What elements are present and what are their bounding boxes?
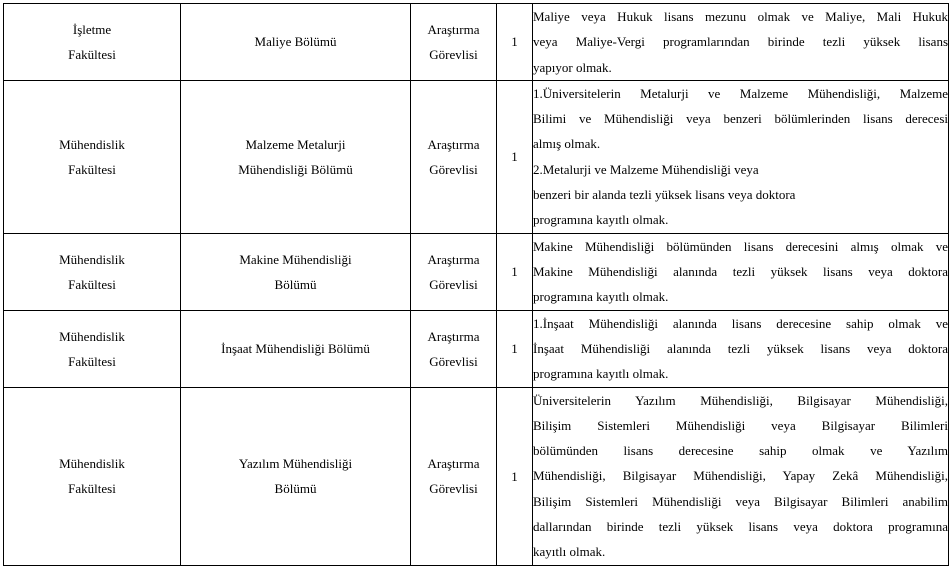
faculty-line: Fakültesi	[68, 46, 116, 62]
requirement-line: 2.Metalurji ve Malzeme Mühendisliği veya	[533, 161, 759, 177]
department-line: Bölümü	[274, 276, 317, 292]
table-row	[4, 233, 949, 310]
faculty-line: Mühendislik	[59, 456, 125, 472]
requirement-line: dallarından birinde tezli yüksek lisans veya doktora programına	[533, 519, 948, 535]
faculty-line: Fakültesi	[68, 353, 116, 369]
requirement-line: Bilimi ve Mühendisliği veya benzeri bölümlerinden lisans derecesi	[533, 111, 948, 127]
requirement-line: İnşaat Mühendisliği alanında tezli yüksek lisans veya doktora	[533, 340, 948, 356]
requirement-line: 1.Üniversitelerin Metalurji ve Malzeme Mühendisliği, Malzeme	[533, 85, 948, 101]
requirement-line: veya Maliye-Vergi programlarından birinde tezli yüksek lisans	[533, 34, 948, 50]
position-cell	[411, 80, 497, 233]
requirement-line: Makine Mühendisliği alanında tezli yüksek lisans veya doktora	[533, 264, 948, 280]
position-line: Araştırma	[427, 456, 480, 472]
faculty-line: Mühendislik	[59, 136, 125, 152]
department-cell	[181, 80, 411, 233]
position-line: Görevlisi	[429, 161, 478, 177]
requirement-line: kayıtlı olmak.	[533, 544, 606, 560]
requirement-line: Üniversitelerin Yazılım Mühendisliği, Bilgisayar Mühendisliği,	[533, 392, 948, 408]
table-row	[4, 310, 949, 387]
position-cell	[411, 4, 497, 81]
count-cell: 1	[497, 310, 533, 387]
faculty-cell	[4, 233, 181, 310]
position-line: Görevlisi	[429, 353, 478, 369]
requirements-cell	[533, 80, 949, 233]
department-cell	[181, 233, 411, 310]
faculty-cell	[4, 387, 181, 565]
position-line: Görevlisi	[429, 46, 478, 62]
faculty-line: Mühendislik	[59, 251, 125, 267]
department-cell	[181, 387, 411, 565]
department-line: Mühendisliği Bölümü	[238, 161, 353, 177]
faculty-line: Mühendislik	[59, 328, 125, 344]
faculty-cell	[4, 310, 181, 387]
department-line: İnşaat Mühendisliği Bölümü	[221, 341, 370, 357]
requirements-cell	[533, 233, 949, 310]
position-line: Görevlisi	[429, 276, 478, 292]
faculty-line: Fakültesi	[68, 481, 116, 497]
department-line: Maliye Bölümü	[254, 34, 337, 50]
department-line: Malzeme Metalurji	[245, 136, 346, 152]
count-cell: 1	[497, 80, 533, 233]
requirements-cell	[533, 387, 949, 565]
table-row	[4, 4, 949, 81]
faculty-cell	[4, 80, 181, 233]
requirement-line: Maliye veya Hukuk lisans mezunu olmak ve Maliye, Mali Hukuk	[533, 9, 948, 24]
requirement-line: programına kayıtlı olmak.	[533, 212, 669, 228]
faculty-line: İşletme	[72, 21, 112, 37]
position-line: Araştırma	[427, 251, 480, 267]
requirement-line: yapıyor olmak.	[533, 59, 612, 75]
requirement-line: almış olmak.	[533, 136, 601, 152]
position-cell	[411, 387, 497, 565]
requirement-line: bölümünden lisans derecesine sahip olmak ve Yazılım	[533, 443, 948, 459]
requirement-line: Bilişim Sistemleri Mühendisliği veya Bilgisayar Bilimleri	[533, 417, 948, 433]
positions-table	[3, 3, 949, 566]
requirements-cell	[533, 310, 949, 387]
requirement-line: Mühendisliği, Bilgisayar Mühendisliği, Yapay Zekâ Mühendisliği,	[533, 468, 948, 484]
requirement-line: Bilişim Sistemleri Mühendisliği veya Bilgisayar Bilimleri anabilim	[533, 493, 948, 509]
table-row	[4, 80, 949, 233]
requirement-line: 1.İnşaat Mühendisliği alanında lisans derecesine sahip olmak ve	[533, 315, 948, 331]
faculty-line: Fakültesi	[68, 276, 116, 292]
department-line: Bölümü	[274, 481, 317, 497]
department-line: Makine Mühendisliği	[239, 251, 352, 267]
position-line: Araştırma	[427, 136, 480, 152]
position-cell	[411, 233, 497, 310]
department-line: Yazılım Mühendisliği	[238, 456, 353, 472]
department-cell	[181, 4, 411, 81]
position-line: Görevlisi	[429, 481, 478, 497]
table-row	[4, 387, 949, 565]
position-line: Araştırma	[427, 21, 480, 37]
requirements-cell	[533, 4, 949, 81]
count-cell: 1	[497, 4, 533, 81]
count-cell: 1	[497, 233, 533, 310]
count-cell: 1	[497, 387, 533, 565]
requirement-line: programına kayıtlı olmak.	[533, 289, 669, 305]
requirement-line: Makine Mühendisliği bölümünden lisans derecesini almış olmak ve	[533, 238, 948, 254]
position-cell	[411, 310, 497, 387]
position-line: Araştırma	[427, 328, 480, 344]
requirement-line: benzeri bir alanda tezli yüksek lisans veya doktora	[533, 187, 796, 203]
faculty-line: Fakültesi	[68, 161, 116, 177]
department-cell	[181, 310, 411, 387]
faculty-cell	[4, 4, 181, 81]
requirement-line: programına kayıtlı olmak.	[533, 366, 669, 382]
